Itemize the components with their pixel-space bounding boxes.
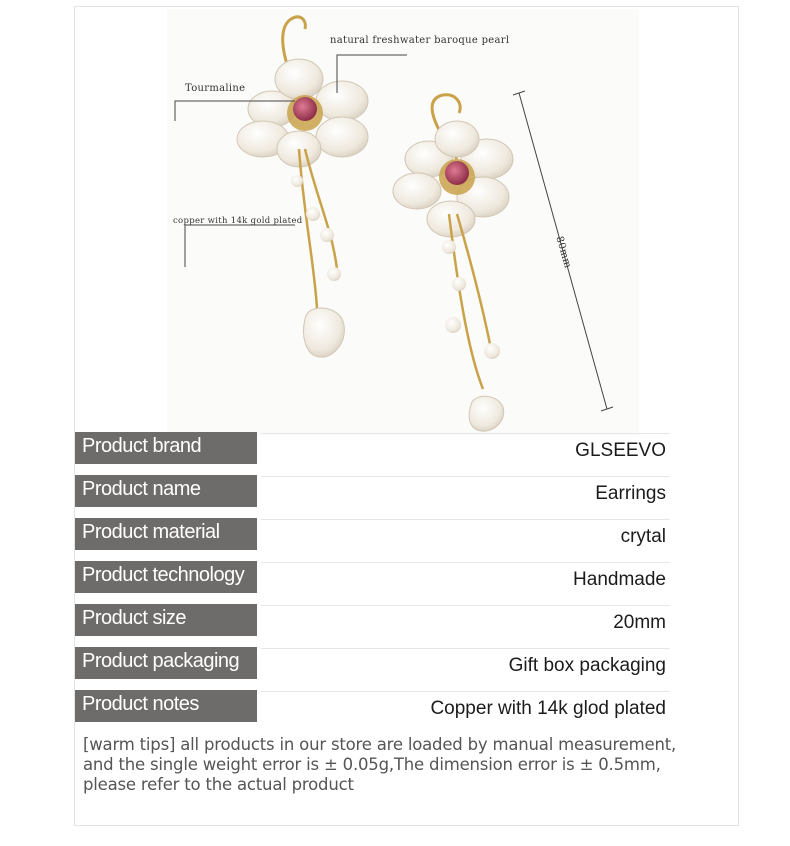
spec-value: Handmade — [573, 569, 666, 590]
spec-row-size — [75, 604, 670, 638]
row-divider — [261, 519, 670, 520]
row-divider — [261, 648, 670, 649]
spec-label: Product brand — [75, 432, 257, 464]
spec-row-notes — [75, 690, 670, 724]
right-earring — [393, 95, 513, 431]
annotation-lines — [175, 55, 613, 411]
spec-value: GLSEEVO — [575, 440, 666, 461]
annotation-copper: copper with 14k gold plated — [173, 216, 303, 226]
spec-label: Product technology — [75, 561, 257, 593]
annotation-tourmaline: Tourmaline — [185, 83, 246, 94]
spec-row-name — [75, 475, 670, 509]
spec-row-packaging — [75, 647, 670, 681]
spec-row-technology — [75, 561, 670, 595]
earrings-photo — [167, 9, 639, 435]
spec-value: Earrings — [595, 483, 666, 504]
row-divider — [261, 433, 670, 434]
spec-value: Copper with 14k glod plated — [430, 698, 666, 719]
spec-value: crytal — [620, 526, 666, 547]
row-divider — [261, 691, 670, 692]
spec-label: Product notes — [75, 690, 257, 722]
spec-value: Gift box packaging — [508, 655, 666, 676]
annotation-pearl: natural freshwater baroque pearl — [330, 35, 510, 46]
product-card — [74, 6, 739, 826]
row-divider — [261, 562, 670, 563]
spec-row-material — [75, 518, 670, 552]
warm-tips: [warm tips] all products in our store are loaded by manual measurement, and the single weight error is ± 0.05g,The dimension error is ± 0.5mm, please refer to the actual product — [83, 735, 677, 794]
row-divider — [261, 605, 670, 606]
left-earring — [237, 17, 368, 357]
spec-label: Product name — [75, 475, 257, 507]
row-divider — [261, 476, 670, 477]
spec-row-brand — [75, 432, 670, 466]
spec-label: Product packaging — [75, 647, 257, 679]
spec-label: Product material — [75, 518, 257, 550]
spec-label: Product size — [75, 604, 257, 636]
annotation-size: 80mm — [553, 235, 574, 270]
spec-value: 20mm — [613, 612, 666, 633]
